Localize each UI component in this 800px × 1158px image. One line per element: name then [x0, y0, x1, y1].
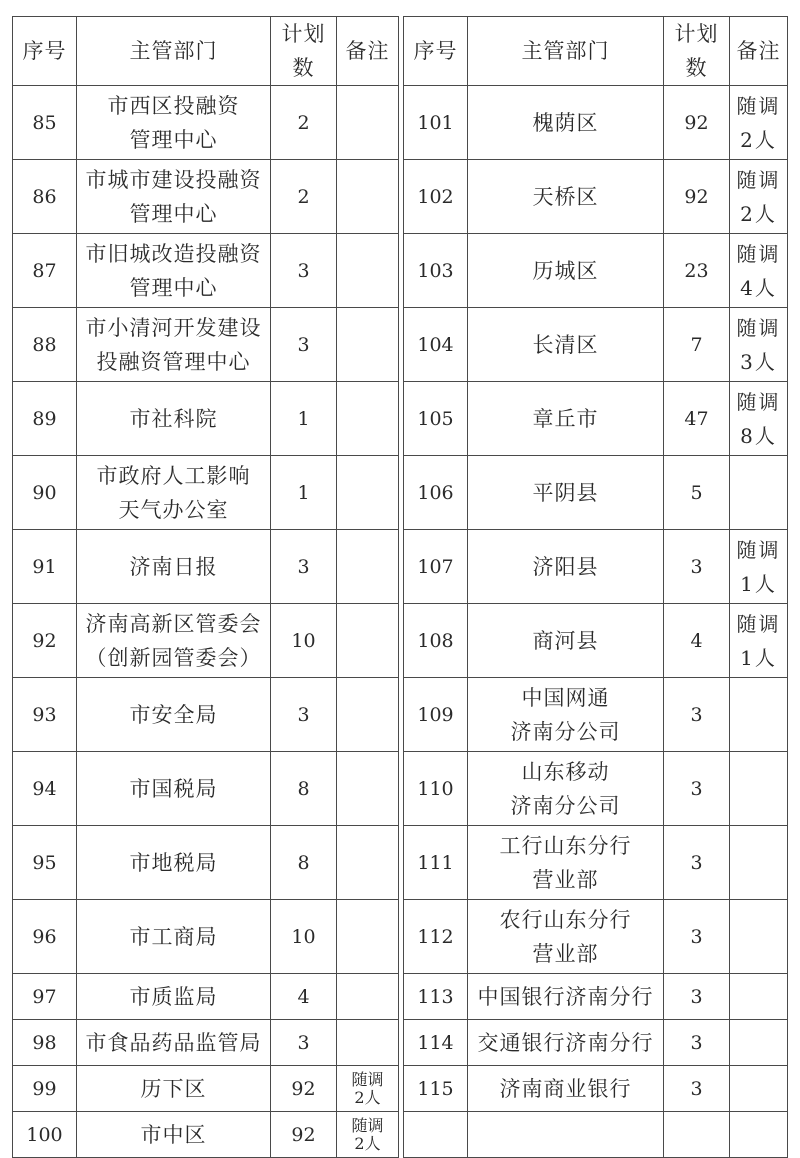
table-row	[404, 1020, 788, 1066]
table-row	[13, 160, 399, 234]
seq-cell: 101	[404, 86, 468, 160]
dept-line: 长清区	[532, 332, 599, 357]
seq-cell: 98	[13, 1020, 77, 1066]
seq-cell: 108	[404, 604, 468, 678]
note-cell	[730, 1020, 788, 1066]
seq-cell: 85	[13, 86, 77, 160]
seq-cell: 95	[13, 826, 77, 900]
seq-cell: 100	[13, 1112, 77, 1158]
note-cell	[337, 382, 399, 456]
note-line: 3人	[740, 349, 777, 374]
seq-cell: 106	[404, 456, 468, 530]
header-row	[13, 17, 399, 86]
note-line: 随调	[351, 1115, 384, 1135]
plan-cell: 4	[271, 974, 337, 1020]
note-cell	[337, 826, 399, 900]
note-line: 2人	[354, 1087, 381, 1107]
seq-cell: 93	[13, 678, 77, 752]
note-line: 2人	[354, 1133, 381, 1153]
dept-cell	[77, 604, 271, 678]
dept-line: 天桥区	[532, 184, 599, 209]
plan-cell: 8	[271, 826, 337, 900]
plan-cell: 3	[664, 974, 730, 1020]
dept-line: 市旧城改造投融资	[85, 241, 262, 266]
dept-cell	[77, 160, 271, 234]
note-cell	[337, 1020, 399, 1066]
table-row	[13, 456, 399, 530]
dept-line: 市安全局	[129, 702, 218, 727]
seq-cell: 105	[404, 382, 468, 456]
plan-cell: 92	[664, 160, 730, 234]
seq-cell: 94	[13, 752, 77, 826]
table-row	[13, 752, 399, 826]
seq-cell: 89	[13, 382, 77, 456]
header-plan: 计划数	[271, 17, 337, 86]
seq-cell: 87	[13, 234, 77, 308]
dept-line: 济阳县	[532, 554, 599, 579]
plan-cell: 1	[271, 382, 337, 456]
seq-cell: 113	[404, 974, 468, 1020]
header-note: 备注	[730, 17, 788, 86]
note-cell	[730, 1112, 788, 1158]
plan-cell: 10	[271, 604, 337, 678]
dept-line: 市城市建设投融资	[85, 167, 262, 192]
plan-cell: 92	[271, 1066, 337, 1112]
note-line: 随调	[736, 241, 781, 266]
table-row	[13, 382, 399, 456]
dept-cell	[77, 234, 271, 308]
note-cell	[337, 160, 399, 234]
dept-line: 工行山东分行	[499, 833, 632, 858]
dept-cell	[468, 678, 664, 752]
table-row	[13, 530, 399, 604]
note-cell	[730, 826, 788, 900]
plan-cell: 92	[271, 1112, 337, 1158]
seq-cell: 111	[404, 826, 468, 900]
dept-line: 投融资管理中心	[96, 349, 251, 374]
table-row	[404, 678, 788, 752]
note-cell	[730, 308, 788, 382]
note-cell	[337, 604, 399, 678]
table-row	[13, 1020, 399, 1066]
dept-line: 槐荫区	[532, 110, 599, 135]
dept-line: 历城区	[532, 258, 599, 283]
note-cell	[337, 974, 399, 1020]
dept-cell	[77, 826, 271, 900]
plan-cell: 3	[664, 900, 730, 974]
note-line: 4人	[740, 275, 777, 300]
plan-cell: 8	[271, 752, 337, 826]
seq-cell: 104	[404, 308, 468, 382]
header-seq: 序号	[404, 17, 468, 86]
table-row	[13, 678, 399, 752]
dept-cell	[77, 900, 271, 974]
dept-line: 章丘市	[532, 406, 599, 431]
dept-cell	[468, 160, 664, 234]
table-row	[13, 974, 399, 1020]
plan-cell: 3	[664, 752, 730, 826]
dept-line: 济南高新区管委会	[85, 611, 262, 636]
dept-cell	[77, 1066, 271, 1112]
dept-line: 市政府人工影响	[96, 463, 251, 488]
table-row	[404, 456, 788, 530]
table-row	[404, 382, 788, 456]
seq-cell: 112	[404, 900, 468, 974]
dept-cell	[468, 86, 664, 160]
dept-cell	[77, 1112, 271, 1158]
note-line: 8人	[740, 423, 777, 448]
note-cell	[337, 900, 399, 974]
seq-cell: 114	[404, 1020, 468, 1066]
dept-line: 市地税局	[129, 850, 218, 875]
plan-cell: 3	[271, 530, 337, 604]
plan-cell: 47	[664, 382, 730, 456]
plan-cell: 4	[664, 604, 730, 678]
dept-line: 中国网通	[521, 685, 610, 710]
plan-cell: 1	[271, 456, 337, 530]
plan-cell: 92	[664, 86, 730, 160]
table-row	[404, 1066, 788, 1112]
dept-line: 市社科院	[129, 406, 218, 431]
note-cell	[337, 456, 399, 530]
note-cell	[337, 1112, 399, 1158]
dept-cell	[468, 1066, 664, 1112]
dept-line: 管理中心	[129, 201, 218, 226]
note-line: 2人	[740, 127, 777, 152]
note-line: 1人	[740, 571, 777, 596]
plan-cell: 3	[664, 678, 730, 752]
note-cell	[337, 86, 399, 160]
note-cell	[337, 1066, 399, 1112]
dept-line: 历下区	[140, 1076, 207, 1101]
seq-cell: 92	[13, 604, 77, 678]
note-cell	[337, 530, 399, 604]
table-row	[404, 752, 788, 826]
dept-line: 市工商局	[129, 924, 218, 949]
seq-cell: 102	[404, 160, 468, 234]
note-line: 随调	[736, 167, 781, 192]
right-table-body	[404, 86, 788, 1158]
note-cell	[730, 382, 788, 456]
dept-line: 中国银行济南分行	[477, 984, 654, 1009]
dept-cell	[77, 678, 271, 752]
plan-cell: 3	[271, 678, 337, 752]
plan-cell: 5	[664, 456, 730, 530]
dept-cell	[77, 308, 271, 382]
table-row	[13, 1066, 399, 1112]
table-row	[13, 900, 399, 974]
table-row	[404, 160, 788, 234]
table-row	[404, 604, 788, 678]
note-line: 随调	[736, 315, 781, 340]
dept-line: 市小清河开发建设	[85, 315, 262, 340]
note-cell	[730, 456, 788, 530]
seq-cell: 88	[13, 308, 77, 382]
dept-line: 交通银行济南分行	[477, 1030, 654, 1055]
plan-cell: 7	[664, 308, 730, 382]
header-row	[404, 17, 788, 86]
seq-cell: 96	[13, 900, 77, 974]
table-row	[13, 604, 399, 678]
note-cell	[337, 752, 399, 826]
table-row	[404, 530, 788, 604]
dept-line: （创新园管委会）	[85, 645, 262, 670]
note-cell	[337, 678, 399, 752]
dept-line: 农行山东分行	[499, 907, 632, 932]
dept-line: 营业部	[532, 941, 599, 966]
dept-line: 市西区投融资	[107, 93, 240, 118]
dept-cell	[468, 1020, 664, 1066]
note-cell	[730, 160, 788, 234]
dept-line: 管理中心	[129, 275, 218, 300]
note-line: 随调	[736, 611, 781, 636]
plan-cell: 3	[271, 308, 337, 382]
note-cell	[730, 530, 788, 604]
dept-line: 天气办公室	[118, 497, 229, 522]
dept-line: 山东移动	[521, 759, 610, 784]
plan-cell: 3	[664, 1066, 730, 1112]
header-dept: 主管部门	[77, 17, 271, 86]
staffing-plan-page	[12, 16, 788, 1153]
table-row	[13, 234, 399, 308]
seq-cell: 109	[404, 678, 468, 752]
seq-cell: 107	[404, 530, 468, 604]
dept-line: 济南商业银行	[499, 1076, 632, 1101]
table-row	[13, 86, 399, 160]
dept-cell	[468, 604, 664, 678]
dept-line: 市食品药品监管局	[85, 1030, 262, 1055]
dept-cell	[468, 456, 664, 530]
dept-cell	[77, 86, 271, 160]
table-row	[404, 1112, 788, 1158]
seq-cell: 103	[404, 234, 468, 308]
note-line: 随调	[736, 537, 781, 562]
plan-cell: 3	[271, 234, 337, 308]
dept-line: 市国税局	[129, 776, 218, 801]
seq-cell: 86	[13, 160, 77, 234]
plan-cell: 2	[271, 160, 337, 234]
plan-cell: 3	[664, 530, 730, 604]
dept-line: 平阴县	[532, 480, 599, 505]
left-table-body	[13, 86, 399, 1158]
note-cell	[730, 1066, 788, 1112]
note-cell	[337, 308, 399, 382]
table-row	[404, 974, 788, 1020]
note-cell	[730, 752, 788, 826]
table-row	[404, 86, 788, 160]
note-cell	[730, 604, 788, 678]
header-plan: 计划数	[664, 17, 730, 86]
dept-line: 济南分公司	[510, 719, 621, 744]
table-row	[404, 900, 788, 974]
dept-cell	[77, 752, 271, 826]
dept-cell	[468, 1112, 664, 1158]
dept-cell	[468, 382, 664, 456]
note-line: 2人	[740, 201, 777, 226]
header-seq: 序号	[13, 17, 77, 86]
seq-cell: 110	[404, 752, 468, 826]
table-row	[404, 826, 788, 900]
plan-cell: 2	[271, 86, 337, 160]
seq-cell: 91	[13, 530, 77, 604]
dept-line: 商河县	[532, 628, 599, 653]
dept-line: 市中区	[140, 1122, 207, 1147]
dept-cell	[77, 530, 271, 604]
dept-line: 济南分公司	[510, 793, 621, 818]
note-line: 1人	[740, 645, 777, 670]
plan-cell: 3	[664, 1020, 730, 1066]
note-cell	[337, 234, 399, 308]
seq-cell: 99	[13, 1066, 77, 1112]
note-cell	[730, 678, 788, 752]
dept-cell	[77, 382, 271, 456]
right-table	[403, 16, 788, 1158]
seq-cell: 115	[404, 1066, 468, 1112]
dept-line: 市质监局	[129, 984, 218, 1009]
table-row	[13, 1112, 399, 1158]
dept-cell	[77, 456, 271, 530]
header-note: 备注	[337, 17, 399, 86]
dept-line: 济南日报	[129, 554, 218, 579]
dept-cell	[77, 1020, 271, 1066]
plan-cell: 3	[664, 826, 730, 900]
dept-cell	[468, 974, 664, 1020]
note-cell	[730, 974, 788, 1020]
dept-cell	[468, 826, 664, 900]
dept-line: 管理中心	[129, 127, 218, 152]
plan-cell: 3	[271, 1020, 337, 1066]
dept-cell	[468, 308, 664, 382]
table-row	[13, 826, 399, 900]
dept-line: 营业部	[532, 867, 599, 892]
dept-cell	[468, 752, 664, 826]
note-cell	[730, 86, 788, 160]
plan-cell	[664, 1112, 730, 1158]
table-row	[404, 234, 788, 308]
dept-cell	[468, 900, 664, 974]
note-cell	[730, 900, 788, 974]
note-line: 随调	[736, 389, 781, 414]
note-line: 随调	[736, 93, 781, 118]
left-table	[12, 16, 399, 1158]
plan-cell: 23	[664, 234, 730, 308]
table-row	[404, 308, 788, 382]
note-line: 随调	[351, 1069, 384, 1089]
header-dept: 主管部门	[468, 17, 664, 86]
dept-cell	[468, 234, 664, 308]
note-cell	[730, 234, 788, 308]
dept-cell	[77, 974, 271, 1020]
seq-cell	[404, 1112, 468, 1158]
seq-cell: 97	[13, 974, 77, 1020]
plan-cell: 10	[271, 900, 337, 974]
table-row	[13, 308, 399, 382]
seq-cell: 90	[13, 456, 77, 530]
dept-cell	[468, 530, 664, 604]
